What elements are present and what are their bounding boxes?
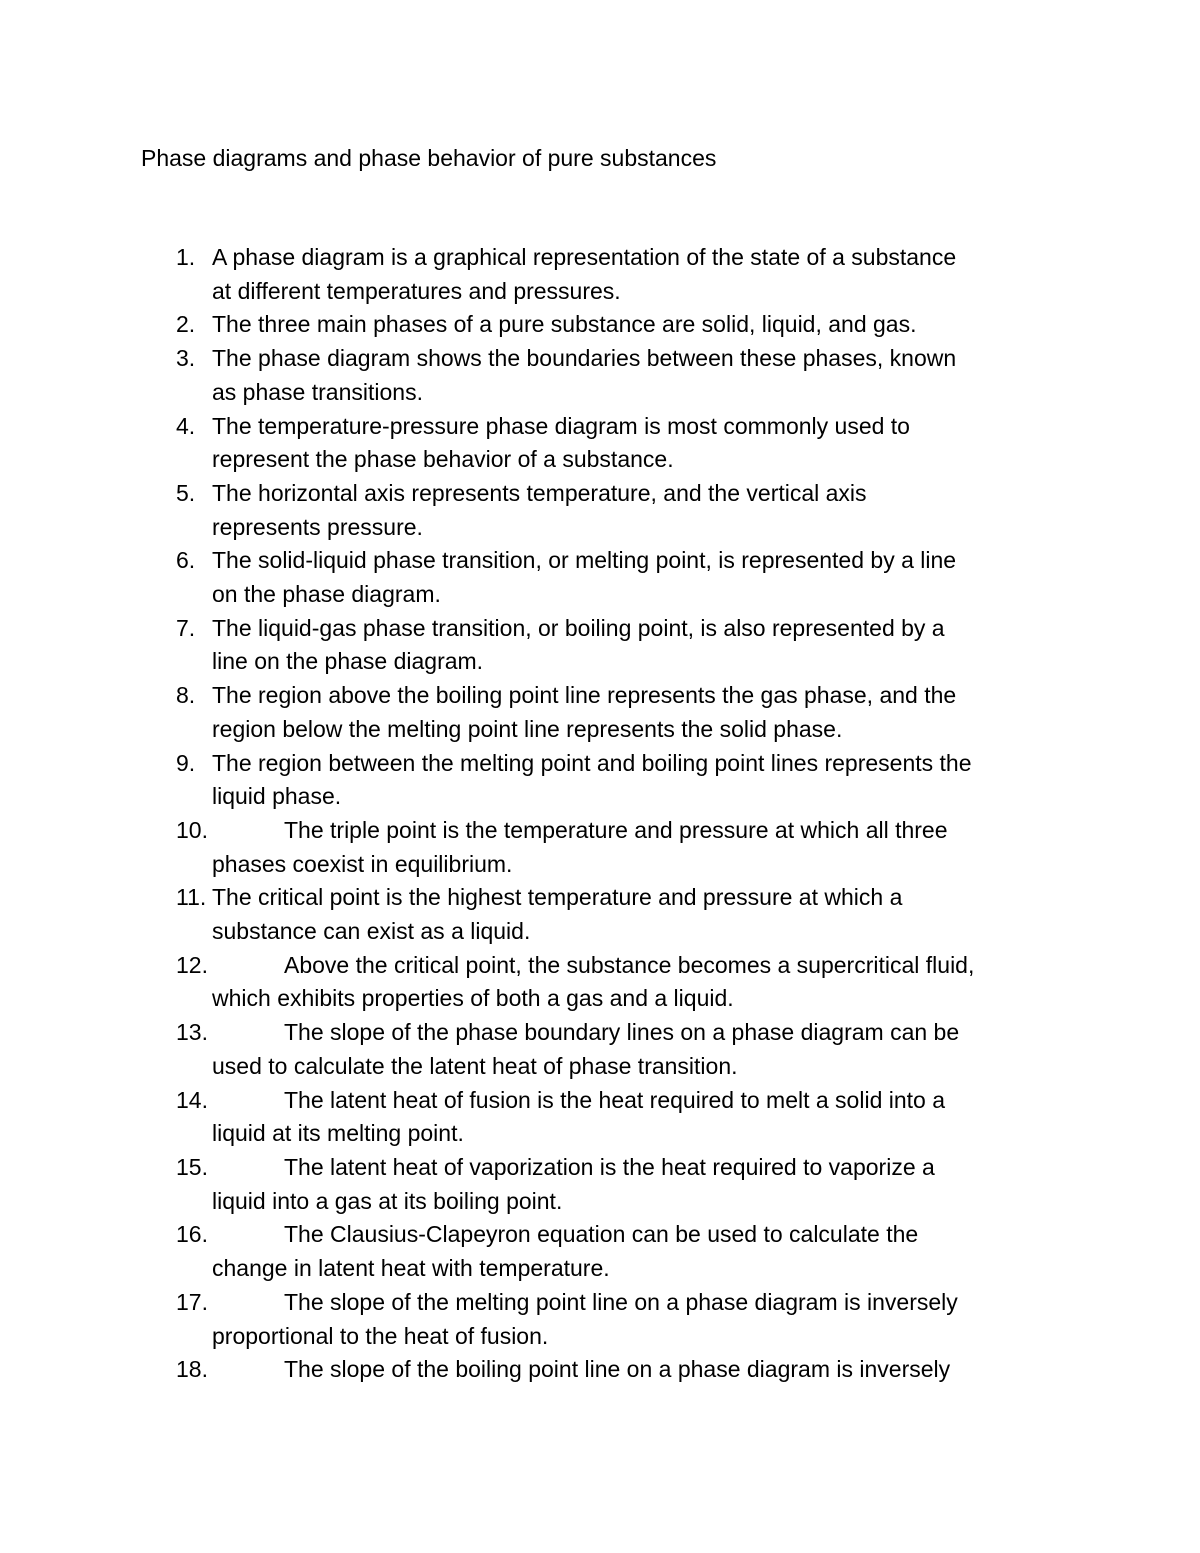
list-item-line: on the phase diagram. xyxy=(212,581,441,608)
list-item-number: 15. xyxy=(176,1153,208,1180)
list-item-number: 4. xyxy=(176,412,196,439)
list-item-line: represent the phase behavior of a substance. xyxy=(212,446,674,473)
list-item-number: 18. xyxy=(176,1356,208,1383)
list-item xyxy=(0,241,1200,308)
list-item-number: 10. xyxy=(176,816,208,843)
list-item-number: 6. xyxy=(176,547,196,574)
list-item-number: 11. xyxy=(176,884,207,911)
list-item-line: The region above the boiling point line represents the gas phase, and the xyxy=(212,682,957,709)
list-item xyxy=(0,342,1200,409)
list-item-line: The liquid-gas phase transition, or boiling point, is also represented by a xyxy=(212,614,945,641)
list-item-number: 14. xyxy=(176,1086,208,1113)
list-item-line: The triple point is the temperature and pressure at which all three xyxy=(284,816,948,843)
list-item-number: 12. xyxy=(176,951,208,978)
list-item-line: which exhibits properties of both a gas and a liquid. xyxy=(212,985,734,1012)
list-item-line: liquid into a gas at its boiling point. xyxy=(212,1187,563,1214)
list-item-line: The phase diagram shows the boundaries between these phases, known xyxy=(212,345,957,372)
list-item-line: The critical point is the highest temperature and pressure at which a xyxy=(212,884,903,911)
document-title: Phase diagrams and phase behavior of pure substances xyxy=(141,145,717,171)
list-item xyxy=(0,949,1200,1016)
list-item xyxy=(0,814,1200,881)
list-item-line: The horizontal axis represents temperature, and the vertical axis xyxy=(212,479,867,506)
list-item-line: used to calculate the latent heat of phase transition. xyxy=(212,1052,738,1079)
list-item-line: liquid phase. xyxy=(212,783,342,810)
list-item-number: 7. xyxy=(176,614,196,641)
list-item-line: The solid-liquid phase transition, or melting point, is represented by a line xyxy=(212,547,957,574)
list-item xyxy=(0,1353,1200,1387)
list-item-line: at different temperatures and pressures. xyxy=(212,277,621,304)
list-item xyxy=(0,612,1200,679)
list-item-line: change in latent heat with temperature. xyxy=(212,1255,610,1282)
list-item-line: The three main phases of a pure substance are solid, liquid, and gas. xyxy=(212,311,917,338)
list-item xyxy=(0,679,1200,746)
list-item-line: substance can exist as a liquid. xyxy=(212,918,531,945)
list-item-line: The region between the melting point and boiling point lines represents the xyxy=(212,749,972,776)
list-item xyxy=(0,1151,1200,1218)
list-item-line: proportional to the heat of fusion. xyxy=(212,1322,549,1349)
list-item-number: 8. xyxy=(176,682,196,709)
list-item xyxy=(0,1084,1200,1151)
list-item xyxy=(0,308,1200,342)
list-item xyxy=(0,1016,1200,1083)
list-item-line: Above the critical point, the substance becomes a supercritical fluid, xyxy=(284,951,975,978)
list-item-line: The temperature-pressure phase diagram is most commonly used to xyxy=(212,412,910,439)
list-item xyxy=(0,1218,1200,1285)
list-item-number: 17. xyxy=(176,1288,208,1315)
list-item xyxy=(0,544,1200,611)
list-item-line: liquid at its melting point. xyxy=(212,1120,464,1147)
list-item-line: line on the phase diagram. xyxy=(212,648,484,675)
list-item-line: The latent heat of fusion is the heat required to melt a solid into a xyxy=(284,1086,946,1113)
list-item-number: 9. xyxy=(176,749,196,776)
list-item-line: A phase diagram is a graphical representation of the state of a substance xyxy=(212,244,957,270)
list-item xyxy=(0,477,1200,544)
numbered-list xyxy=(0,241,1200,1387)
list-item-line: The latent heat of vaporization is the heat required to vaporize a xyxy=(284,1153,935,1180)
list-item-line: The slope of the boiling point line on a phase diagram is inversely xyxy=(284,1356,951,1383)
list-item xyxy=(0,881,1200,948)
list-item-number: 2. xyxy=(176,311,196,338)
list-item-line: The Clausius-Clapeyron equation can be used to calculate the xyxy=(284,1221,919,1248)
list-item-number: 13. xyxy=(176,1019,208,1046)
list-item-line: as phase transitions. xyxy=(212,378,423,405)
list-item xyxy=(0,1286,1200,1353)
list-item-number: 1. xyxy=(176,244,196,270)
list-item-line: region below the melting point line represents the solid phase. xyxy=(212,715,843,742)
list-item-line: The slope of the phase boundary lines on a phase diagram can be xyxy=(284,1019,960,1046)
list-item-line: phases coexist in equilibrium. xyxy=(212,850,513,877)
list-item-number: 16. xyxy=(176,1221,208,1248)
list-item-number: 3. xyxy=(176,345,196,372)
list-item-line: The slope of the melting point line on a phase diagram is inversely xyxy=(284,1288,958,1315)
list-item-line: represents pressure. xyxy=(212,513,423,540)
list-item xyxy=(0,747,1200,814)
list-item xyxy=(0,410,1200,477)
list-item-number: 5. xyxy=(176,479,196,506)
